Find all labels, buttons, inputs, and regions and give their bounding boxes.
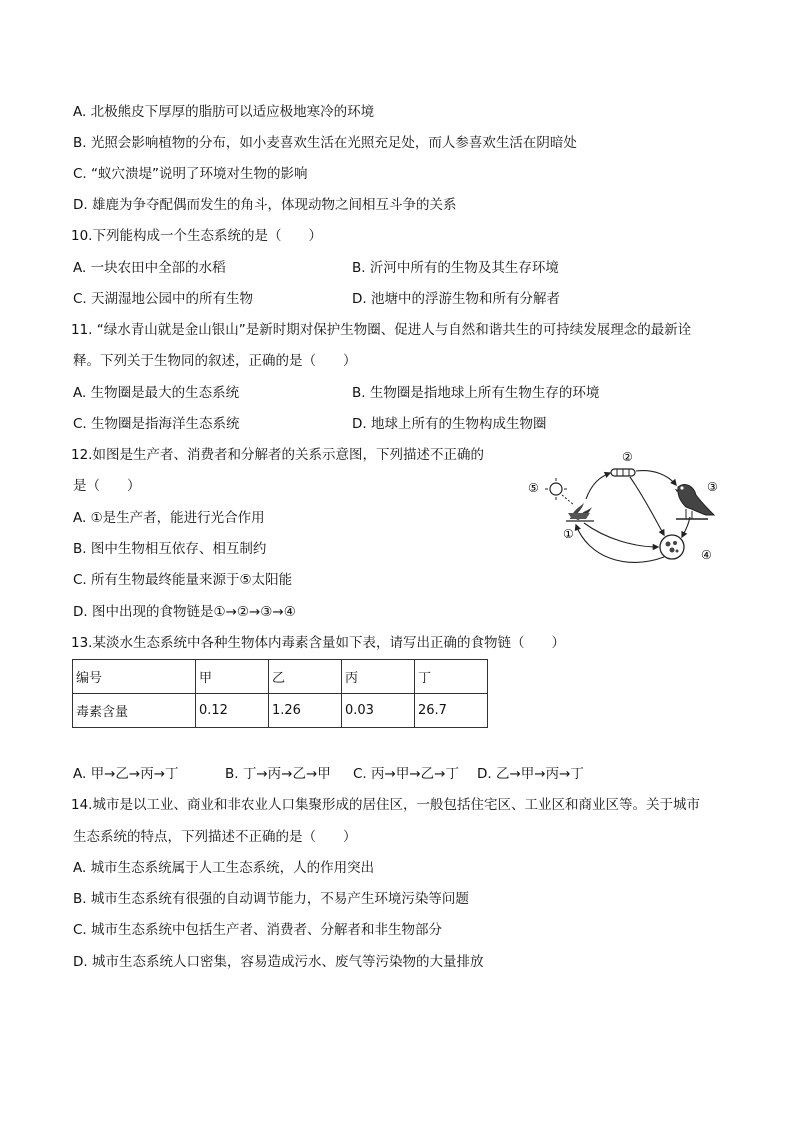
arrow-bird-to-decomposer [682,517,690,537]
q14-stem-line2: 生态系统的特点，下列描述不正确的是（ ） [73,829,357,845]
q10-option-c: C. 天湖湿地公园中的所有生物 [73,291,254,307]
q12-option-a: A. ①是生产者，能进行光合作用 [73,510,265,526]
q10-option-b: B. 沂河中所有的生物及其生存环境 [352,260,559,276]
q10-stem: 10.下列能构成一个生态系统的是（ ） [71,228,322,244]
q12-option-c: C. 所有生物最终能量来源于⑤太阳能 [73,572,293,588]
q9-option-a: A. 北极熊皮下厚厚的脂肪可以适应极地寒冷的环境 [73,104,375,120]
toxin-table [72,659,488,728]
q9-option-d: D. 雄鹿为争夺配偶而发生的角斗，体现动物之间相互斗争的关系 [73,197,457,213]
figure-label-1: ① [563,527,574,541]
decomposer-icon [660,535,684,559]
table-header-row [73,660,488,694]
q13-option-d: D. 乙→甲→丙→丁 [477,766,584,782]
caterpillar-icon [611,469,635,476]
ecosystem-diagram [526,447,722,567]
table-cell: 0.03 [342,694,415,728]
table-cell: 丙 [342,660,415,694]
arrow-plant-to-caterpillar [586,473,610,499]
q12-stem-line1: 12.如图是生产者、消费者和分解者的关系示意图，下列描述不正确的 [71,447,484,463]
table-cell: 编号 [73,660,196,694]
q9-option-b: B. 光照会影响植物的分布，如小麦喜欢生活在光照充足处，而人参喜欢生活在阴暗处 [73,135,577,151]
q11-stem-line2: 释。下列关于生物同的叙述，正确的是（ ） [73,353,357,369]
q13-option-b: B. 丁→丙→乙→甲 [225,766,331,782]
q10-option-d: D. 池塘中的浮游生物和所有分解者 [352,291,560,307]
q13-option-c: C. 丙→甲→乙→丁 [353,766,459,782]
arrow-caterpillar-to-bird [636,471,676,485]
q13-stem: 13.某淡水生态系统中各种生物体内毒素含量如下表，请写出正确的食物链（ ） [71,635,565,651]
plant-icon [566,503,594,521]
q12-stem-line2: 是（ ） [73,478,141,494]
table-cell: 26.7 [415,694,488,728]
figure-label-2: ② [622,450,633,464]
q14-option-b: B. 城市生态系统有很强的自动调节能力，不易产生环境污染等问题 [73,891,469,907]
table-cell: 乙 [269,660,342,694]
q14-option-c: C. 城市生态系统中包括生产者、消费者、分解者和非生物部分 [73,922,443,938]
q14-option-d: D. 城市生态系统人口密集，容易造成污水、废气等污染物的大量排放 [73,954,484,970]
figure-label-4: ④ [701,548,712,562]
q11-stem-line1: 11. “绿水青山就是金山银山”是新时期对保护生物圈、促进人与自然和谐共生的可持续发展理念的最新诠 [71,322,692,338]
table-cell: 甲 [196,660,269,694]
table-cell: 0.12 [196,694,269,728]
q11-option-a: A. 生物圈是最大的生态系统 [73,385,240,401]
q11-option-b: B. 生物圈是指地球上所有生物生存的环境 [352,385,600,401]
q14-stem-line1: 14.城市是以工业、商业和非农业人口集聚形成的居住区，一般包括住宅区、工业区和商业区等。关于城市 [71,797,700,813]
q12-option-d: D. 图中出现的食物链是①→②→③→④ [73,604,296,620]
q10-option-a: A. 一块农田中全部的水稻 [73,260,226,276]
figure-label-5: ⑤ [528,481,539,495]
table-cell: 丁 [415,660,488,694]
q14-option-a: A. 城市生态系统属于人工生态系统，人的作用突出 [73,860,375,876]
arrow-caterpillar-to-decomposer [630,477,664,535]
q12-option-b: B. 图中生物相互依存、相互制约 [73,541,267,557]
arrow-plant-to-decomposer [584,523,658,547]
sun-icon [545,478,574,505]
q9-option-c: C. “蚁穴溃堤”说明了环境对生物的影响 [73,166,308,182]
arrow-decomposer-to-plant [576,525,664,562]
table-cell: 1.26 [269,694,342,728]
q11-option-d: D. 地球上所有的生物构成生物圈 [352,416,547,432]
figure-label-3: ③ [707,480,718,494]
table-row [73,694,488,728]
q13-option-a: A. 甲→乙→丙→丁 [73,766,179,782]
table-cell: 毒素含量 [73,694,196,728]
q11-option-c: C. 生物圈是指海洋生态系统 [73,416,240,432]
